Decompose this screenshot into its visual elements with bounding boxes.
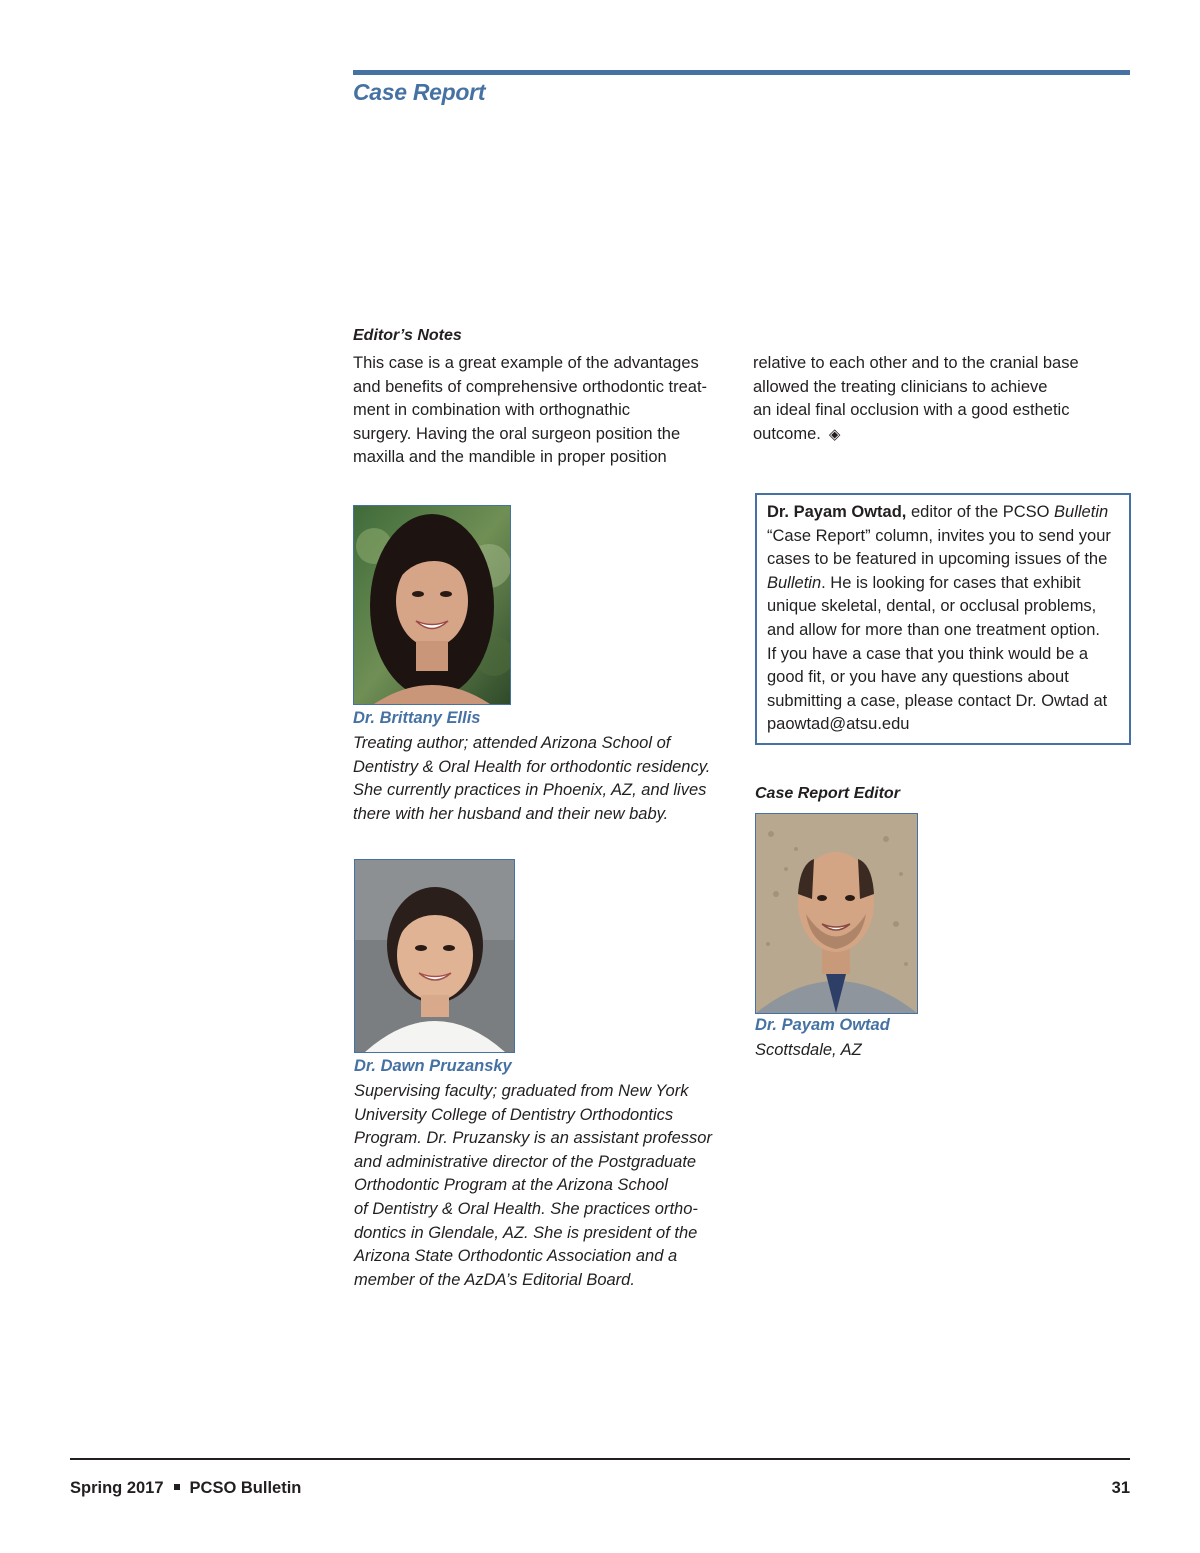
callout-line: “Case Report” column, invites you to send your [767,526,1111,545]
editor-location [755,1039,1135,1063]
bullet-icon [174,1484,180,1490]
callout-line: cases to be featured in upcoming issues of the [767,550,1108,569]
bio-line: Orthodontic Program at the Arizona School [354,1176,668,1195]
footer-publication: PCSO Bulletin [189,1479,302,1497]
editors-notes-left-column [353,352,738,470]
text-line: This case is a great example of the advantages [353,354,699,372]
author-bio [353,732,733,826]
portrait-image [756,814,917,1013]
case-submission-callout [755,493,1131,745]
editor-photo-payam-owtad [755,813,918,1014]
text-line: and benefits of comprehensive orthodontic treat- [353,377,708,396]
author-photo-dawn-pruzansky [354,859,515,1053]
bio-line: Treating author; attended Arizona School of [353,734,671,752]
callout-email: paowtad@atsu.edu [767,715,910,734]
editor-name: Dr. Payam Owtad [755,1016,890,1034]
callout-italic: Bulletin [767,573,822,592]
callout-line: submitting a case, please contact Dr. Owtad at [767,691,1108,710]
end-mark-icon: ◈ [828,425,841,443]
bio-line: of Dentistry & Oral Health. She practices ortho- [354,1199,698,1218]
footer-publication-info [70,1479,301,1498]
author-photo-brittany-ellis [353,505,511,705]
callout-line: and allow for more than one treatment option. [767,620,1100,639]
callout-text: editor of the PCSO [906,503,1055,521]
footer-rule [70,1458,1130,1460]
text-line: relative to each other and to the cranial base [753,354,1079,372]
bio-line: She currently practices in Phoenix, AZ, and lives [353,781,707,800]
author-bio [354,1080,734,1292]
bio-line: and administrative director of the Postgraduate [354,1152,697,1171]
bio-line: there with her husband and their new baby. [353,804,669,823]
callout-name: Dr. Payam Owtad, [767,503,907,521]
callout-line: If you have a case that you think would be a [767,644,1089,663]
text-line: allowed the treating clinicians to achieve [753,377,1048,396]
callout-line: good fit, or you have any questions about [767,668,1069,687]
text-line: an ideal final occlusion with a good esthetic [753,401,1070,420]
header-rule [353,70,1130,75]
bio-line: member of the AzDA’s Editorial Board. [354,1270,635,1289]
portrait-image [354,506,510,704]
callout-line: unique skeletal, dental, or occlusal problems, [767,597,1097,616]
text-line: surgery. Having the oral surgeon position the [353,424,681,443]
bio-line: Supervising faculty; graduated from New York [354,1082,689,1100]
editors-notes-right-column [753,352,1133,446]
editors-notes-heading: Editor’s Notes [353,327,462,344]
section-title: Case Report [353,79,486,105]
text-line-end: outcome. [753,424,821,443]
text-line [753,423,1133,447]
bio-line: Arizona State Orthodontic Association and a [354,1247,678,1266]
bio-line: Dentistry & Oral Health for orthodontic residency. [353,757,711,776]
bio-line: dontics in Glendale, AZ. She is president of the [354,1223,698,1242]
author-name: Dr. Brittany Ellis [353,709,481,727]
callout-text: . He is looking for cases that exhibit [821,573,1081,592]
footer-season: Spring 2017 [70,1479,164,1497]
editor-heading: Case Report Editor [755,785,900,802]
bio-line: University College of Dentistry Orthodontics [354,1105,674,1124]
portrait-image [355,860,514,1052]
callout-italic: Bulletin [1054,503,1109,521]
page-number: 31 [1111,1479,1130,1497]
bio-line: Program. Dr. Pruzansky is an assistant professor [354,1129,712,1148]
text-line: maxilla and the mandible in proper position [353,448,667,467]
author-name: Dr. Dawn Pruzansky [354,1057,512,1075]
callout-line [767,572,1119,596]
callout-line [767,501,1119,525]
text-line: ment in combination with orthognathic [353,401,630,420]
location-line: Scottsdale, AZ [755,1041,862,1059]
